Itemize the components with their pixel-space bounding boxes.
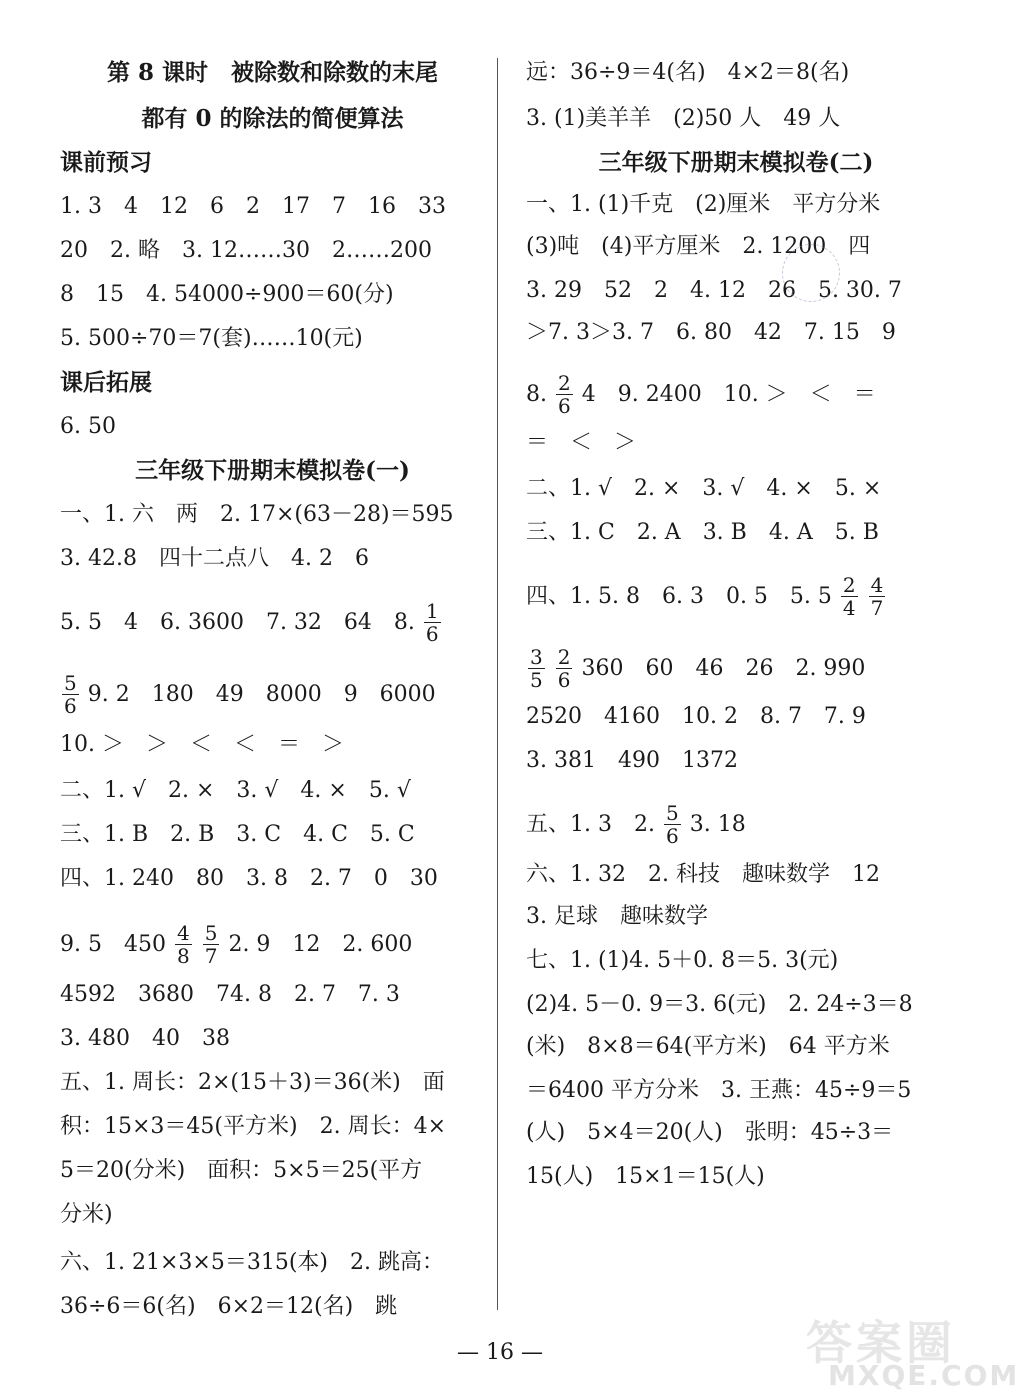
answer-line: 三、1. B 2. B 3. C 4. C 5. C bbox=[60, 822, 415, 847]
answer-line: 5. 500÷70＝7(套)……10(元) bbox=[60, 326, 363, 351]
denominator: 6 bbox=[425, 622, 439, 646]
answer-line: 3. 足球 趣味数学 bbox=[526, 904, 708, 929]
answer-text: 2. 9 12 2. 600 bbox=[228, 931, 413, 957]
fraction bbox=[841, 574, 858, 619]
numerator: 2 bbox=[558, 371, 571, 395]
answer-line: 4592 3680 74. 8 2. 7 7. 3 bbox=[60, 982, 400, 1007]
lesson-subtitle: 都有 0 的除法的简便算法 bbox=[141, 105, 404, 132]
fraction bbox=[556, 372, 573, 417]
numerator: 5 bbox=[64, 671, 77, 695]
answer-line: ＝ ＜ ＞ bbox=[526, 430, 637, 455]
answer-line: 1. 3 4 12 6 2 17 7 16 33 bbox=[60, 194, 446, 219]
fraction bbox=[528, 646, 545, 691]
answer-line bbox=[526, 801, 746, 848]
answer-line: 五、1. 周长：2×(15＋3)＝36(米) 面 bbox=[60, 1070, 445, 1095]
watermark-url: MXQE.COM bbox=[828, 1359, 1019, 1392]
answer-line: 积：15×3＝45(平方米) 2. 周长：4× bbox=[60, 1114, 446, 1139]
numerator: 2 bbox=[557, 645, 571, 669]
answer-line: 3. 42.8 四十二点八 4. 2 6 bbox=[60, 546, 369, 571]
denominator: 6 bbox=[64, 694, 77, 718]
fraction bbox=[664, 802, 681, 847]
numerator: 5 bbox=[665, 801, 679, 825]
section-heading-extension: 课后拓展 bbox=[60, 369, 152, 396]
answer-line: (米) 8×8＝64(平方米) 64 平方米 bbox=[526, 1034, 890, 1059]
denominator: 5 bbox=[530, 668, 543, 692]
numerator: 4 bbox=[870, 573, 884, 597]
numerator: 3 bbox=[530, 645, 543, 669]
answer-text: 五、1. 3 2. bbox=[526, 811, 655, 837]
answer-line: 六、1. 21×3×5＝315(本) 2. 跳高： bbox=[60, 1250, 444, 1275]
fraction bbox=[424, 600, 441, 645]
answer-line: 36÷6＝6(名) 6×2＝12(名) 跳 bbox=[60, 1294, 398, 1319]
denominator: 8 bbox=[176, 944, 190, 968]
lesson-title: 第 8 课时 被除数和除数的末尾 bbox=[106, 59, 439, 86]
fraction bbox=[556, 646, 573, 691]
answer-line bbox=[60, 921, 413, 968]
answer-line bbox=[526, 371, 876, 418]
denominator: 7 bbox=[870, 596, 884, 620]
answer-line: 5＝20(分米) 面积：5×5＝25(平方 bbox=[60, 1158, 423, 1183]
answer-line: 8 15 4. 54000÷900＝60(分) bbox=[60, 282, 394, 307]
denominator: 6 bbox=[558, 394, 571, 418]
fraction bbox=[869, 574, 886, 619]
answer-line bbox=[60, 599, 443, 646]
answer-text: 4 9. 2400 10. ＞ ＜ ＝ bbox=[581, 381, 876, 407]
answer-line: 分米) bbox=[60, 1202, 113, 1227]
answer-text: 5. 5 4 6. 3600 7. 32 64 8. bbox=[60, 609, 415, 635]
answer-text: 360 60 46 26 2. 990 bbox=[581, 655, 866, 681]
denominator: 6 bbox=[557, 668, 571, 692]
denominator: 4 bbox=[842, 596, 856, 620]
answer-line: 四、1. 240 80 3. 8 2. 7 0 30 bbox=[60, 866, 438, 891]
fraction bbox=[203, 922, 220, 967]
answer-line: 3. 381 490 1372 bbox=[526, 748, 738, 773]
answer-text: 9. 5 450 bbox=[60, 931, 166, 957]
answer-line: 远：36÷9＝4(名) 4×2＝8(名) bbox=[526, 60, 850, 85]
answer-text: 四、1. 5. 8 6. 3 0. 5 5. 5 bbox=[526, 583, 832, 609]
answer-line: 三、1. C 2. A 3. B 4. A 5. B bbox=[526, 520, 879, 545]
watermark-text: 答案圈 bbox=[806, 1316, 956, 1370]
exam-title-1: 三年级下册期末模拟卷(一) bbox=[135, 457, 410, 484]
numerator: 1 bbox=[425, 599, 439, 623]
denominator: 6 bbox=[665, 824, 679, 848]
column-divider bbox=[497, 58, 498, 1310]
answer-line: 6. 50 bbox=[60, 414, 116, 439]
answer-line: (3)吨 (4)平方厘米 2. 1200 四 bbox=[526, 234, 871, 259]
stamp-mark bbox=[782, 244, 840, 302]
answer-line: (2)4. 5－0. 9＝3. 6(元) 2. 24÷3＝8 bbox=[526, 992, 913, 1017]
numerator: 4 bbox=[176, 921, 190, 945]
numerator: 5 bbox=[204, 921, 218, 945]
answer-line: 3. 29 52 2 4. 12 26 5. 30. 7 bbox=[526, 278, 902, 303]
answer-line: 2520 4160 10. 2 8. 7 7. 9 bbox=[526, 704, 866, 729]
answer-line: 3. (1)美羊羊 (2)50 人 49 人 bbox=[526, 106, 841, 131]
exam-title-2: 三年级下册期末模拟卷(二) bbox=[598, 149, 874, 176]
answer-line: 七、1. (1)4. 5＋0. 8＝5. 3(元) bbox=[526, 948, 839, 973]
numerator: 2 bbox=[842, 573, 856, 597]
answer-line: 一、1. (1)千克 (2)厘米 平方分米 bbox=[526, 192, 881, 217]
fraction bbox=[175, 922, 192, 967]
watermark-logo bbox=[798, 1307, 1019, 1393]
answer-line: 3. 480 40 38 bbox=[60, 1026, 230, 1051]
answer-line: ＝6400 平方分米 3. 王燕：45÷9＝5 bbox=[526, 1078, 912, 1103]
fraction bbox=[62, 672, 79, 717]
answer-line: 二、1. √ 2. × 3. √ 4. × 5. × bbox=[526, 476, 882, 501]
answer-text: 8. bbox=[526, 381, 547, 407]
answer-text: 3. 18 bbox=[689, 811, 746, 837]
answer-line: 六、1. 32 2. 科技 趣味数学 12 bbox=[526, 862, 880, 887]
answer-line: 一、1. 六 两 2. 17×(63－28)＝595 bbox=[60, 502, 454, 527]
answer-line: ＞7. 3＞3. 7 6. 80 42 7. 15 9 bbox=[526, 320, 896, 345]
answer-line: (人) 5×4＝20(人) 张明：45÷3＝ bbox=[526, 1120, 894, 1145]
answer-line: 15(人) 15×1＝15(人) bbox=[526, 1164, 765, 1189]
answer-line bbox=[526, 645, 866, 692]
answer-line bbox=[60, 671, 436, 718]
answer-line: 二、1. √ 2. × 3. √ 4. × 5. √ bbox=[60, 778, 411, 803]
answer-line: 10. ＞ ＞ ＜ ＜ ＝ ＞ bbox=[60, 732, 344, 757]
answer-text: 9. 2 180 49 8000 9 6000 bbox=[87, 681, 436, 707]
answer-line bbox=[526, 573, 887, 620]
answer-line: 20 2. 略 3. 12……30 2……200 bbox=[60, 238, 432, 263]
section-heading-preview: 课前预习 bbox=[60, 149, 152, 176]
denominator: 7 bbox=[204, 944, 218, 968]
page-number: — 16 — bbox=[457, 1340, 543, 1365]
